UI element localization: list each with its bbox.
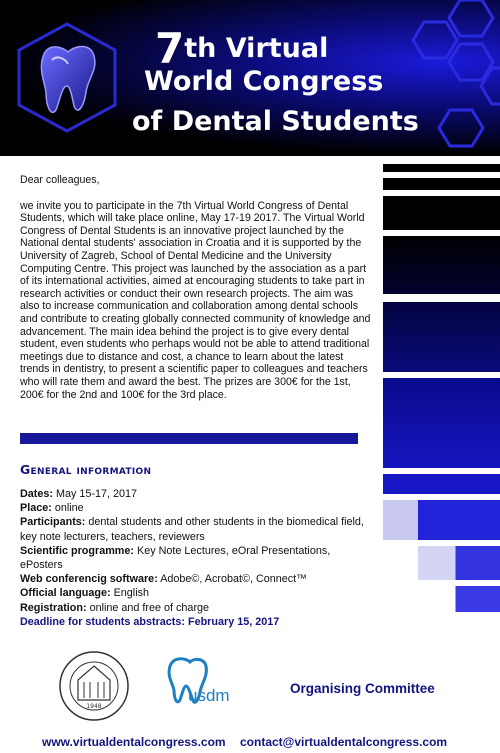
stripe [383,474,500,494]
divider-bar [20,433,358,444]
usdm-wordmark: usdm [188,686,230,705]
university-seal-icon [58,650,130,722]
seal-year: 1948 [86,703,102,710]
header-banner [0,0,500,156]
place-row: Place: online [20,502,84,515]
stripe [383,302,500,372]
stripe [383,586,500,612]
stripe [383,236,500,294]
website-link[interactable]: www.virtualdentalcongress.com [42,735,226,749]
intro-text [20,174,372,401]
title-line-3: of Dental Students [132,106,419,137]
participants-row: Participants: dental students and other students in the biomedical field, key note lecturers, teachers, reviewers [20,516,364,543]
stripe [383,196,500,230]
deadline-row: Deadline for students abstracts: February 15, 2017 [20,615,280,628]
programme-row: Scientific programme: Key Note Lectures, eOral Presentations, ePosters [20,544,331,572]
dates-row: Dates: May 15-17, 2017 [20,488,138,500]
software-row: Web conferencig software: Adobe©, Acrobat©, Connect™ [20,573,307,586]
hexagon-pattern-icon [392,0,500,156]
stripe [383,378,500,468]
title-line-1: 7th Virtual [155,24,329,73]
stripe [383,178,500,190]
tooth-logo-icon [12,20,122,135]
stripe [383,546,500,580]
stripe [383,500,500,540]
stripe [383,164,500,172]
decorative-stripes [383,156,500,676]
organising-committee: Organising Committee [290,681,435,696]
email-link[interactable]: contact@virtualdentalcongress.com [240,735,448,749]
registration-row: Registration: online and free of charge [20,601,210,614]
title-line-2: World Congress [144,66,384,97]
intro-paragraph: we invite you to participate in the 7th Virtual World Congress of Dental Students, which will take place online, May 17-19 2017. The Virtual World Congress of Dental Students is an innovative project launched by the National dental students' association in Croatia and it is supported by the University of Zagreb, School of Dental Medicine and the University Computing Centre. This project was launched by the association as a part of its international activities, aimed at encouraging students to take part in research activities or conduct their own research projects. The aim was also to increase communication and collaboration among dental schools and contribute to creating globally connected community of knowledge and advancement. The main idea behind the project is to give every dental student, even students who perhaps would not be able to attend traditional meetings due to distance and cost, a chance to learn about the latest trends in dentistry, to present a scientific paper to colleagues and teachers who will rate them and award the best. The prizes are 300€ for the 1st, 200€ for the 2nd and 100€ for the 3rd place. [20,199,371,401]
general-information-heading: General information [20,462,152,477]
general-information-list [20,487,375,629]
language-row: Official language: English [20,587,150,600]
greeting: Dear colleagues, [20,174,100,186]
